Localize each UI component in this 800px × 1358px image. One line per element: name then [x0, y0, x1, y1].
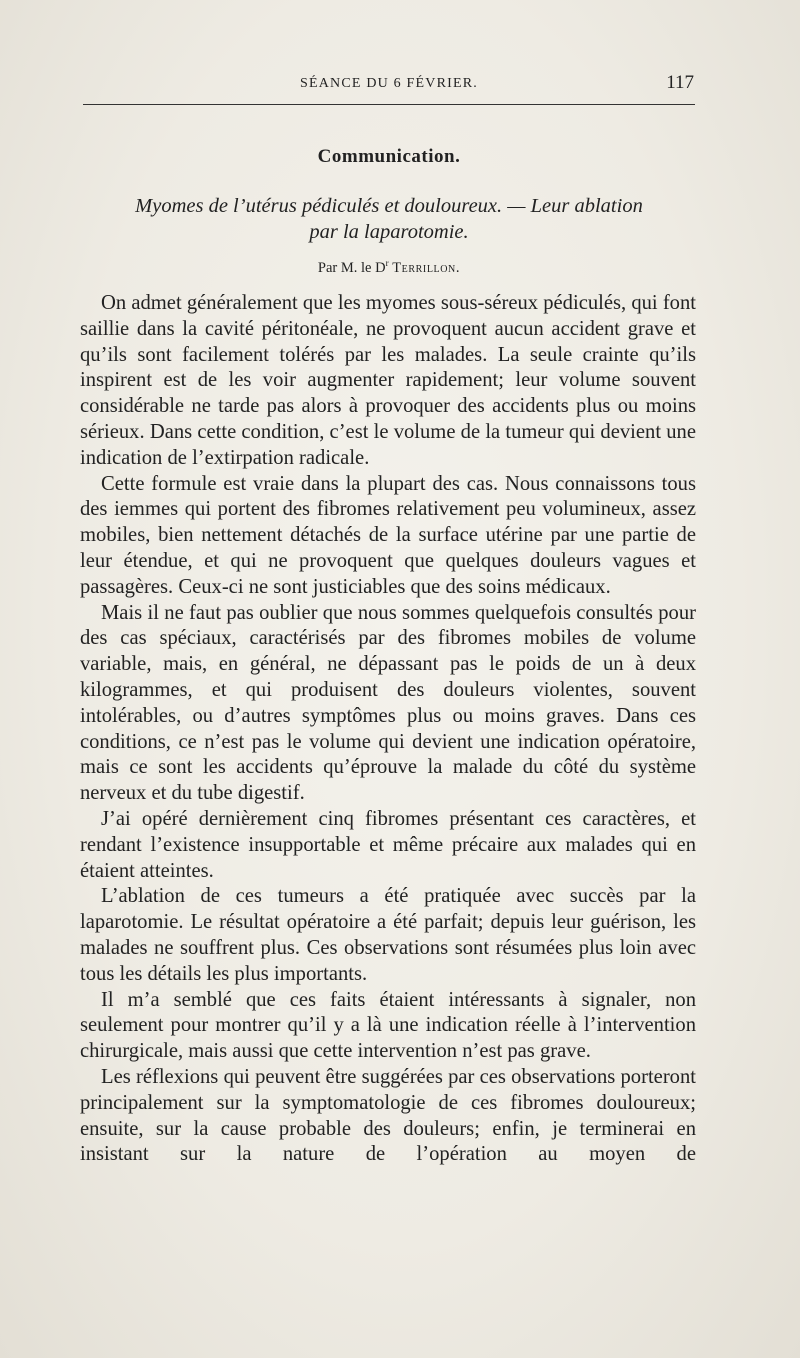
page-header	[80, 72, 698, 102]
paragraph: Les réflexions qui peuvent être suggérées par ces observations porteront principalement sur la symptomatologie de ces fibromes douloureux; ensuite, sur la cause probable des douleurs; enfin, je terminerai en insistant sur la nature de l’opération au moyen de	[80, 1065, 696, 1166]
running-head: SÉANCE DU 6 FÉVRIER.	[299, 76, 478, 91]
header-rule	[83, 104, 695, 105]
byline-prefix: Par M. le D	[317, 259, 386, 276]
paragraph: On admet généralement que les myomes sous-séreux pédiculés, qui font saillie dans la cavité péritonéale, ne provoquent aucun accident grave et qu’ils sont facilement tolérés par les malades. La seule crainte qu’ils inspirent est de les voir augmenter rapidement; leur volume souvent considérable ne tarde pas alors à provoquer des accidents plus ou moins sérieux. Dans cette condition, c’est le volume de la tumeur qui devient une indication de l’extirpation radicale.	[80, 292, 696, 469]
paragraph: L’ablation de ces tumeurs a été pratiquée avec succès par la laparotomie. Le résultat opératoire a été parfait; depuis leur guérison, les malades ne souffrent plus. Ces observations sont résumées plus loin avec tous les détails les plus importants.	[80, 885, 696, 985]
article-title-line-2: par la laparotomie.	[309, 221, 469, 243]
paragraph: J’ai opéré dernièrement cinq fibromes présentant ces caractères, et rendant l’existence insupportable et même précaire aux malades qui en étaient atteintes.	[80, 807, 696, 882]
paragraph: Il m’a semblé que ces faits étaient intéressants à signaler, non seulement pour montrer qu’il y a là une indication réelle à l’intervention chirurgicale, mais aussi que cette intervention n’est pas grave.	[80, 988, 696, 1063]
article-body	[80, 291, 696, 1168]
article-title-line-1: Myomes de l’utérus pédiculés et douloureux. — Leur ablation	[135, 195, 643, 217]
article-title	[80, 193, 698, 245]
page-number: 117	[666, 72, 694, 93]
byline	[80, 258, 698, 277]
section-heading: Communication.	[317, 146, 461, 167]
byline-author: Terrillon.	[392, 259, 461, 276]
byline-superscript: r	[385, 258, 389, 268]
paragraph: Mais il ne faut pas oublier que nous sommes quelquefois consultés pour des cas spéciaux, caractérisés par des fibromes mobiles de volume variable, mais, en général, ne dépassant pas le poids de un à deux kilogrammes, et qui produisent des douleurs violentes, souvent intolérables, ou d’autres symptômes plus ou moins graves. Dans ces conditions, ce n’est pas le volume qui devient une indication opératoire, mais ce sont les accidents qu’éprouve la malade du côté du système nerveux et du tube digestif.	[80, 601, 696, 805]
paragraph: Cette formule est vraie dans la plupart des cas. Nous connaissons tous des iemmes qui portent des fibromes relativement peu volumineux, assez mobiles, bien nettement détachés de la surface utérine par une partie de leur étendue, et qui ne provoquent que quelques douleurs vagues et passagères. Ceux-ci ne sont justiciables que des soins médicaux.	[80, 472, 696, 598]
